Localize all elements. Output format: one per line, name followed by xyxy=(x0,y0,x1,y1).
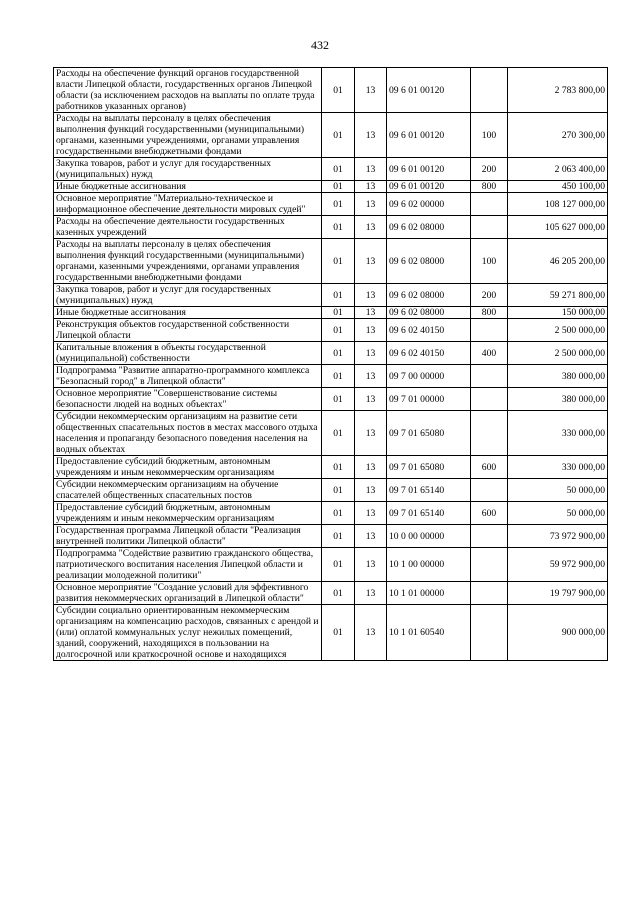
amount: 105 627 000,00 xyxy=(508,216,608,239)
table-row xyxy=(54,502,608,525)
table-row xyxy=(54,193,608,216)
row-name: Субсидии некоммерческим организациям на обучение спасателей общественных спасательных постов xyxy=(54,479,322,502)
table-row xyxy=(54,411,608,456)
section-code: 01 xyxy=(322,502,355,525)
row-name: Основное мероприятие "Материально-техническое и информационное обеспечение деятельности мировых судей" xyxy=(54,193,322,216)
amount: 450 100,00 xyxy=(508,181,608,193)
table-row xyxy=(54,158,608,181)
row-name: Подпрограмма "Развитие аппаратно-программного комплекса "Безопасный город" в Липецкой области" xyxy=(54,365,322,388)
table-row xyxy=(54,388,608,411)
section-code: 01 xyxy=(322,307,355,319)
section-code: 01 xyxy=(322,605,355,661)
table-row xyxy=(54,113,608,158)
target-article-code: 09 6 01 00120 xyxy=(387,113,471,158)
row-name: Расходы на выплаты персоналу в целях обеспечения выполнения функций государственными (муниципальными) органами, казенными учреждениями, органами управления государственными внебюджетными фондами xyxy=(54,239,322,284)
target-article-code: 09 6 01 00120 xyxy=(387,158,471,181)
section-code: 01 xyxy=(322,456,355,479)
subsection-code: 13 xyxy=(355,319,387,342)
amount: 2 500 000,00 xyxy=(508,319,608,342)
expense-type-code xyxy=(471,68,508,113)
table-row xyxy=(54,548,608,582)
budget-table xyxy=(53,67,608,661)
target-article-code: 09 6 02 08000 xyxy=(387,307,471,319)
table-row xyxy=(54,319,608,342)
expense-type-code: 100 xyxy=(471,113,508,158)
amount: 73 972 900,00 xyxy=(508,525,608,548)
section-code: 01 xyxy=(322,342,355,365)
amount: 2 783 800,00 xyxy=(508,68,608,113)
row-name: Субсидии социально ориентированным некоммерческим организациям на компенсацию расходов, связанных с арендой и (или) оплатой коммунальных услуг нежилых помещений, зданий, сооружений, находящихся в пользовании на долгосрочной или краткосрочной основе и находящихся xyxy=(54,605,322,661)
subsection-code: 13 xyxy=(355,181,387,193)
target-article-code: 09 6 02 08000 xyxy=(387,216,471,239)
section-code: 01 xyxy=(322,582,355,605)
subsection-code: 13 xyxy=(355,342,387,365)
subsection-code: 13 xyxy=(355,68,387,113)
row-name: Закупка товаров, работ и услуг для государственных (муниципальных) нужд xyxy=(54,284,322,307)
row-name: Иные бюджетные ассигнования xyxy=(54,307,322,319)
target-article-code: 10 1 01 00000 xyxy=(387,582,471,605)
expense-type-code xyxy=(471,605,508,661)
expense-type-code: 600 xyxy=(471,456,508,479)
section-code: 01 xyxy=(322,239,355,284)
target-article-code: 09 6 01 00120 xyxy=(387,68,471,113)
expense-type-code xyxy=(471,582,508,605)
expense-type-code: 200 xyxy=(471,284,508,307)
table-row xyxy=(54,582,608,605)
subsection-code: 13 xyxy=(355,193,387,216)
target-article-code: 09 7 01 65140 xyxy=(387,479,471,502)
row-name: Субсидии некоммерческим организациям на развитие сети общественных спасательных постов в местах массового отдыха населения и пропаганду безопасного поведения населения на водных объектах xyxy=(54,411,322,456)
table-row xyxy=(54,525,608,548)
subsection-code: 13 xyxy=(355,525,387,548)
expense-type-code: 400 xyxy=(471,342,508,365)
expense-type-code: 200 xyxy=(471,158,508,181)
table-row xyxy=(54,181,608,193)
target-article-code: 09 7 01 65080 xyxy=(387,411,471,456)
section-code: 01 xyxy=(322,319,355,342)
page-number: 432 xyxy=(311,38,329,52)
row-name: Реконструкция объектов государственной собственности Липецкой области xyxy=(54,319,322,342)
expense-type-code xyxy=(471,193,508,216)
amount: 108 127 000,00 xyxy=(508,193,608,216)
section-code: 01 xyxy=(322,388,355,411)
section-code: 01 xyxy=(322,411,355,456)
section-code: 01 xyxy=(322,113,355,158)
amount: 59 972 900,00 xyxy=(508,548,608,582)
amount: 2 063 400,00 xyxy=(508,158,608,181)
row-name: Предоставление субсидий бюджетным, автономным учреждениям и иным некоммерческим организациям xyxy=(54,502,322,525)
section-code: 01 xyxy=(322,193,355,216)
expense-type-code xyxy=(471,388,508,411)
amount: 330 000,00 xyxy=(508,411,608,456)
expense-type-code xyxy=(471,548,508,582)
table-row xyxy=(54,365,608,388)
row-name: Расходы на обеспечение деятельности государственных казенных учреждений xyxy=(54,216,322,239)
target-article-code: 09 6 02 08000 xyxy=(387,284,471,307)
row-name: Предоставление субсидий бюджетным, автономным учреждениям и иным некоммерческим организациям xyxy=(54,456,322,479)
target-article-code: 09 7 01 65140 xyxy=(387,502,471,525)
expense-type-code xyxy=(471,411,508,456)
subsection-code: 13 xyxy=(355,605,387,661)
amount: 380 000,00 xyxy=(508,388,608,411)
target-article-code: 09 6 02 00000 xyxy=(387,193,471,216)
section-code: 01 xyxy=(322,68,355,113)
table-row xyxy=(54,284,608,307)
section-code: 01 xyxy=(322,365,355,388)
target-article-code: 09 6 02 40150 xyxy=(387,342,471,365)
expense-type-code: 800 xyxy=(471,181,508,193)
target-article-code: 09 6 01 00120 xyxy=(387,181,471,193)
table-row xyxy=(54,216,608,239)
amount: 900 000,00 xyxy=(508,605,608,661)
section-code: 01 xyxy=(322,216,355,239)
amount: 380 000,00 xyxy=(508,365,608,388)
subsection-code: 13 xyxy=(355,239,387,284)
expense-type-code xyxy=(471,365,508,388)
row-name: Расходы на выплаты персоналу в целях обеспечения выполнения функций государственными (муниципальными) органами, казенными учреждениями, органами управления государственными внебюджетными фондами xyxy=(54,113,322,158)
table-row xyxy=(54,342,608,365)
subsection-code: 13 xyxy=(355,113,387,158)
budget-table-body xyxy=(54,68,608,661)
amount: 150 000,00 xyxy=(508,307,608,319)
amount: 46 205 200,00 xyxy=(508,239,608,284)
section-code: 01 xyxy=(322,284,355,307)
section-code: 01 xyxy=(322,181,355,193)
target-article-code: 09 7 01 65080 xyxy=(387,456,471,479)
target-article-code: 09 7 01 00000 xyxy=(387,388,471,411)
subsection-code: 13 xyxy=(355,502,387,525)
subsection-code: 13 xyxy=(355,307,387,319)
subsection-code: 13 xyxy=(355,388,387,411)
section-code: 01 xyxy=(322,525,355,548)
subsection-code: 13 xyxy=(355,456,387,479)
table-row xyxy=(54,68,608,113)
subsection-code: 13 xyxy=(355,365,387,388)
table-row xyxy=(54,479,608,502)
section-code: 01 xyxy=(322,158,355,181)
target-article-code: 09 7 00 00000 xyxy=(387,365,471,388)
row-name: Расходы на обеспечение функций органов государственной власти Липецкой области, государственных органов Липецкой области (за исключением расходов на выплаты по оплате труда работников указанных органов) xyxy=(54,68,322,113)
subsection-code: 13 xyxy=(355,284,387,307)
amount: 59 271 800,00 xyxy=(508,284,608,307)
table-row xyxy=(54,239,608,284)
target-article-code: 10 1 00 00000 xyxy=(387,548,471,582)
amount: 270 300,00 xyxy=(508,113,608,158)
subsection-code: 13 xyxy=(355,411,387,456)
row-name: Государственная программа Липецкой области "Реализация внутренней политики Липецкой области" xyxy=(54,525,322,548)
amount: 330 000,00 xyxy=(508,456,608,479)
table-row xyxy=(54,605,608,661)
row-name: Основное мероприятие "Совершенствование системы безопасности людей на водных объектах" xyxy=(54,388,322,411)
amount: 19 797 900,00 xyxy=(508,582,608,605)
amount: 2 500 000,00 xyxy=(508,342,608,365)
subsection-code: 13 xyxy=(355,548,387,582)
expense-type-code xyxy=(471,479,508,502)
expense-type-code: 800 xyxy=(471,307,508,319)
expense-type-code xyxy=(471,216,508,239)
row-name: Подпрограмма "Содействие развитию гражданского общества, патриотического воспитания населения Липецкой области и реализации молодежной политики" xyxy=(54,548,322,582)
expense-type-code: 600 xyxy=(471,502,508,525)
section-code: 01 xyxy=(322,479,355,502)
target-article-code: 10 1 01 60540 xyxy=(387,605,471,661)
expense-type-code xyxy=(471,319,508,342)
section-code: 01 xyxy=(322,548,355,582)
amount: 50 000,00 xyxy=(508,502,608,525)
expense-type-code: 100 xyxy=(471,239,508,284)
amount: 50 000,00 xyxy=(508,479,608,502)
row-name: Капитальные вложения в объекты государственной (муниципальной) собственности xyxy=(54,342,322,365)
subsection-code: 13 xyxy=(355,158,387,181)
table-row xyxy=(54,456,608,479)
subsection-code: 13 xyxy=(355,582,387,605)
table-row xyxy=(54,307,608,319)
row-name: Основное мероприятие "Создание условий для эффективного развития некоммерческих организаций в Липецкой области" xyxy=(54,582,322,605)
row-name: Иные бюджетные ассигнования xyxy=(54,181,322,193)
target-article-code: 09 6 02 08000 xyxy=(387,239,471,284)
row-name: Закупка товаров, работ и услуг для государственных (муниципальных) нужд xyxy=(54,158,322,181)
subsection-code: 13 xyxy=(355,479,387,502)
subsection-code: 13 xyxy=(355,216,387,239)
target-article-code: 10 0 00 00000 xyxy=(387,525,471,548)
target-article-code: 09 6 02 40150 xyxy=(387,319,471,342)
expense-type-code xyxy=(471,525,508,548)
